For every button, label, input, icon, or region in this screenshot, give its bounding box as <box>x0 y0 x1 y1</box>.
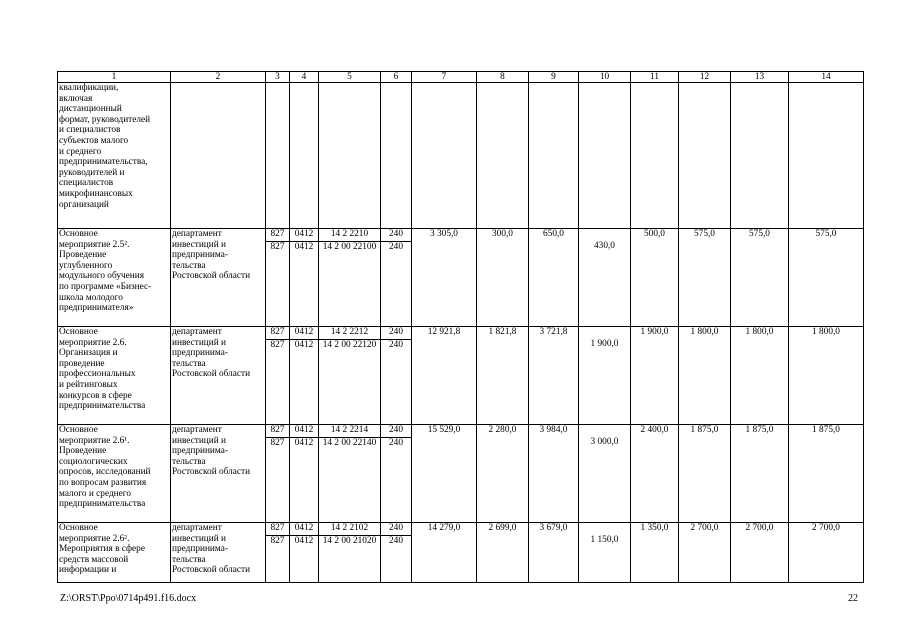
total-amount-cell: 15 529,0 <box>412 425 477 523</box>
grbs-code: 827 <box>266 535 289 548</box>
header-cell: 9 <box>529 72 579 83</box>
header-cell: 13 <box>731 72 789 83</box>
vr-cell <box>381 327 412 425</box>
year-2019-cell <box>477 83 529 229</box>
vr-code: 240 <box>389 523 403 533</box>
csr-code: 14 2 00 22140 <box>319 437 380 450</box>
vr-code: 240 <box>381 535 411 548</box>
header-cell: 6 <box>381 72 412 83</box>
year-2023-cell: 1 875,0 <box>679 425 731 523</box>
year-2021-cell <box>579 425 631 523</box>
year-2021-cell <box>579 229 631 327</box>
year-2020-cell <box>529 83 579 229</box>
header-cell: 5 <box>319 72 381 83</box>
executor-cell <box>171 83 266 229</box>
rzpr-code: 0412 <box>290 339 318 352</box>
csr-code: 14 2 00 22120 <box>319 339 380 352</box>
rzpr-code: 0412 <box>294 425 314 435</box>
year-2024-cell: 1 800,0 <box>731 327 789 425</box>
year-2024-cell: 1 875,0 <box>731 425 789 523</box>
rzpr-cell <box>290 229 319 327</box>
year-2019-cell: 300,0 <box>477 229 529 327</box>
grbs-code: 827 <box>270 229 285 239</box>
year-2021-value: 430,0 <box>594 241 615 251</box>
year-2022-cell: 1 350,0 <box>631 523 679 583</box>
csr-code: 14 2 00 21020 <box>319 535 380 548</box>
activity-name-cell: Основное мероприятие 2.5². Проведение углубленного модульного обучения по программе «Бизнес- школа молодого предпринимателя» <box>58 229 171 327</box>
year-2025-cell: 2 700,0 <box>789 523 864 583</box>
total-amount-cell: 14 279,0 <box>412 523 477 583</box>
vr-code: 240 <box>389 229 403 239</box>
rzpr-code: 0412 <box>294 327 314 337</box>
csr-code: 14 2 00 22100 <box>319 241 380 254</box>
year-2021-cell <box>579 523 631 583</box>
rzpr-code: 0412 <box>294 229 314 239</box>
table-body <box>58 72 864 583</box>
activity-name-cell: Основное мероприятие 2.6². Мероприятия в сфере средств массовой информации и <box>58 523 171 583</box>
executor-cell: департамент инвестиций и предпринима- тельства Ростовской области <box>171 425 266 523</box>
header-cell: 3 <box>266 72 290 83</box>
year-2022-cell: 2 400,0 <box>631 425 679 523</box>
rzpr-cell <box>290 523 319 583</box>
year-2019-cell: 1 821,8 <box>477 327 529 425</box>
year-2020-cell: 3 984,0 <box>529 425 579 523</box>
budget-table <box>57 71 864 583</box>
rzpr-cell <box>290 83 319 229</box>
grbs-code: 827 <box>266 437 289 450</box>
grbs-cell <box>266 523 290 583</box>
table-row <box>58 425 864 523</box>
year-2019-cell: 2 280,0 <box>477 425 529 523</box>
activity-name-cell: квалификации, включая дистанционный формат, руководителей и специалистов субъектов малого и среднего предпринимательства, руководителей и специалистов микрофинансовых организаций <box>58 83 171 229</box>
rzpr-code: 0412 <box>290 241 318 254</box>
column-number-header <box>58 72 864 83</box>
csr-cell <box>319 327 381 425</box>
vr-code: 240 <box>389 327 403 337</box>
year-2021-cell <box>579 83 631 229</box>
header-cell: 8 <box>477 72 529 83</box>
year-2021-value: 1 150,0 <box>590 535 619 545</box>
year-2024-cell: 575,0 <box>731 229 789 327</box>
csr-cell <box>319 425 381 523</box>
year-2023-cell: 1 800,0 <box>679 327 731 425</box>
year-2020-cell: 3 679,0 <box>529 523 579 583</box>
year-2020-cell: 650,0 <box>529 229 579 327</box>
total-amount-cell <box>412 83 477 229</box>
table-row <box>58 327 864 425</box>
header-cell: 12 <box>679 72 731 83</box>
grbs-cell <box>266 229 290 327</box>
table-row <box>58 523 864 583</box>
year-2023-cell: 2 700,0 <box>679 523 731 583</box>
year-2024-cell: 2 700,0 <box>731 523 789 583</box>
rzpr-code: 0412 <box>294 523 314 533</box>
year-2021-value: 3 000,0 <box>590 437 619 447</box>
year-2020-cell: 3 721,8 <box>529 327 579 425</box>
year-2024-cell <box>731 83 789 229</box>
grbs-cell <box>266 425 290 523</box>
header-cell: 10 <box>579 72 631 83</box>
year-2025-cell: 1 800,0 <box>789 327 864 425</box>
vr-cell <box>381 523 412 583</box>
csr-cell <box>319 229 381 327</box>
vr-cell <box>381 425 412 523</box>
vr-cell <box>381 229 412 327</box>
vr-code: 240 <box>381 241 411 254</box>
csr-code: 14 2 2214 <box>330 425 369 435</box>
vr-code: 240 <box>381 339 411 352</box>
header-cell: 7 <box>412 72 477 83</box>
csr-code: 14 2 2102 <box>330 523 369 533</box>
table-row <box>58 83 864 229</box>
activity-name-cell: Основное мероприятие 2.6. Организация и проведение профессиональных и рейтинговых конкурсов в сфере предпринимательства <box>58 327 171 425</box>
csr-code: 14 2 2212 <box>330 327 369 337</box>
header-cell: 14 <box>789 72 864 83</box>
grbs-code: 827 <box>270 425 285 435</box>
year-2022-cell: 1 900,0 <box>631 327 679 425</box>
total-amount-cell: 12 921,8 <box>412 327 477 425</box>
grbs-code: 827 <box>270 523 285 533</box>
header-cell: 11 <box>631 72 679 83</box>
year-2019-cell: 2 699,0 <box>477 523 529 583</box>
grbs-cell <box>266 83 290 229</box>
year-2025-cell: 1 875,0 <box>789 425 864 523</box>
activity-name-cell: Основное мероприятие 2.6¹. Проведение социологических опросов, исследований по вопросам развития малого и среднего предпринимательства <box>58 425 171 523</box>
grbs-code: 827 <box>266 241 289 254</box>
header-cell: 2 <box>171 72 266 83</box>
rzpr-code: 0412 <box>290 437 318 450</box>
executor-cell: департамент инвестиций и предпринима- тельства Ростовской области <box>171 229 266 327</box>
table-row <box>58 229 864 327</box>
grbs-cell <box>266 327 290 425</box>
year-2025-cell: 575,0 <box>789 229 864 327</box>
grbs-code: 827 <box>266 339 289 352</box>
csr-cell <box>319 83 381 229</box>
year-2023-cell <box>679 83 731 229</box>
year-2021-value: 1 900,0 <box>590 339 619 349</box>
executor-cell: департамент инвестиций и предпринима- тельства Ростовской области <box>171 523 266 583</box>
executor-cell: департамент инвестиций и предпринима- тельства Ростовской области <box>171 327 266 425</box>
rzpr-cell <box>290 327 319 425</box>
year-2025-cell <box>789 83 864 229</box>
total-amount-cell: 3 305,0 <box>412 229 477 327</box>
csr-code: 14 2 2210 <box>330 229 369 239</box>
rzpr-code: 0412 <box>290 535 318 548</box>
footer-file-path: Z:\ORST\Ppo\0714p491.f16.docx <box>60 593 197 604</box>
vr-code: 240 <box>381 437 411 450</box>
year-2023-cell: 575,0 <box>679 229 731 327</box>
year-2021-cell <box>579 327 631 425</box>
page-number: 22 <box>848 593 858 604</box>
csr-cell <box>319 523 381 583</box>
header-cell: 1 <box>58 72 171 83</box>
vr-cell <box>381 83 412 229</box>
rzpr-cell <box>290 425 319 523</box>
year-2022-cell: 500,0 <box>631 229 679 327</box>
grbs-code: 827 <box>270 327 285 337</box>
header-cell: 4 <box>290 72 319 83</box>
vr-code: 240 <box>389 425 403 435</box>
year-2022-cell <box>631 83 679 229</box>
